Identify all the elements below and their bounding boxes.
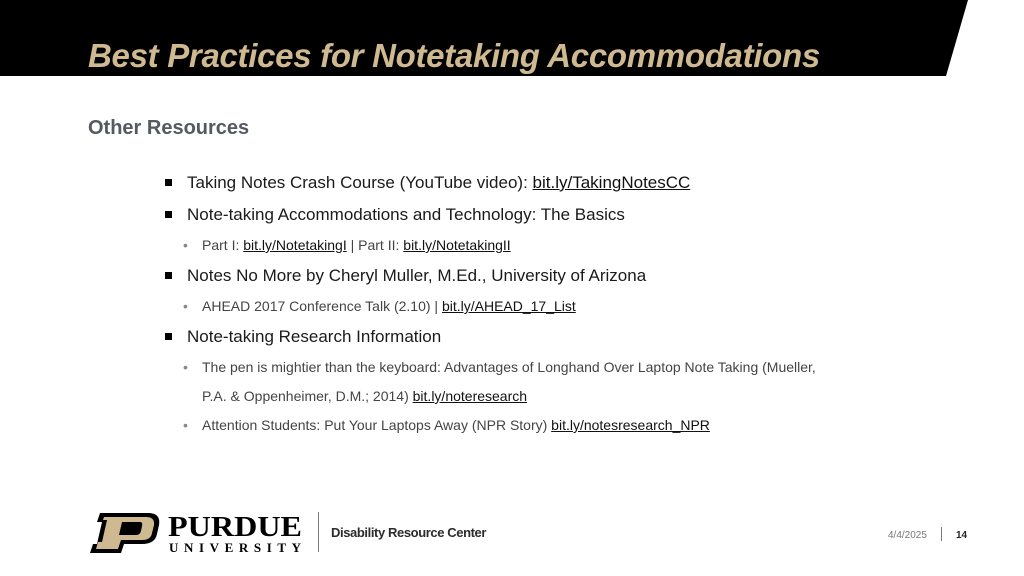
link-taking-notes-cc[interactable]: bit.ly/TakingNotesCC bbox=[532, 173, 691, 192]
item-text: The pen is mightier than the keyboard: Advantages of Longhand Over Laptop Note Taking (Mueller, bbox=[202, 359, 816, 375]
slide-title: Best Practices for Notetaking Accommodations bbox=[88, 37, 820, 74]
link-ahead-list[interactable]: bit.ly/AHEAD_17_List bbox=[441, 298, 576, 314]
part1-label: Part I: bbox=[202, 237, 244, 253]
item-text: Attention Students: Put Your Laptops Away (NPR Story) bbox=[202, 417, 552, 433]
sub-item-npr bbox=[202, 416, 710, 434]
item-text: Taking Notes Crash Course (YouTube video): bbox=[187, 173, 533, 192]
part-separator: | Part II: bbox=[346, 237, 404, 253]
purdue-logo bbox=[88, 508, 310, 561]
link-notetaking-1[interactable]: bit.ly/NotetakingI bbox=[243, 237, 347, 253]
list-item-research bbox=[187, 327, 441, 347]
item-text: Note-taking Accommodations and Technology: The Basics bbox=[187, 205, 625, 224]
list-item-accommodations bbox=[187, 205, 625, 225]
link-noteresearch[interactable]: bit.ly/noteresearch bbox=[412, 388, 528, 404]
sub-item-ahead bbox=[202, 297, 576, 315]
item-text: Note-taking Research Information bbox=[187, 327, 442, 346]
link-notetaking-2[interactable]: bit.ly/NotetakingII bbox=[403, 237, 511, 253]
footer-date: 4/4/2025 bbox=[888, 530, 927, 541]
item-text: AHEAD 2017 Conference Talk (2.10) | bbox=[202, 298, 442, 314]
purdue-logo-graphic bbox=[88, 508, 310, 556]
item-text: Notes No More by Cheryl Muller, M.Ed., University of Arizona bbox=[187, 266, 647, 285]
list-item-crash-course bbox=[187, 173, 690, 193]
slide-number: 14 bbox=[956, 530, 968, 541]
sub-item-pen-line2 bbox=[202, 387, 527, 405]
item-text: P.A. & Oppenheimer, D.M.; 2014) bbox=[202, 388, 413, 404]
link-notesresearch-npr[interactable]: bit.ly/notesresearch_NPR bbox=[551, 417, 710, 433]
sub-item-pen-line1 bbox=[202, 358, 816, 376]
logo-word: PURDUE bbox=[168, 512, 302, 543]
section-subtitle: Other Resources bbox=[88, 117, 250, 139]
footer-divider bbox=[318, 512, 319, 552]
logo-sub: UNIVERSITY bbox=[169, 540, 301, 555]
sub-item-parts bbox=[202, 236, 511, 254]
footer-separator bbox=[941, 527, 942, 541]
footer-department: Disability Resource Center bbox=[331, 525, 487, 540]
list-item-notes-no-more bbox=[187, 266, 646, 286]
